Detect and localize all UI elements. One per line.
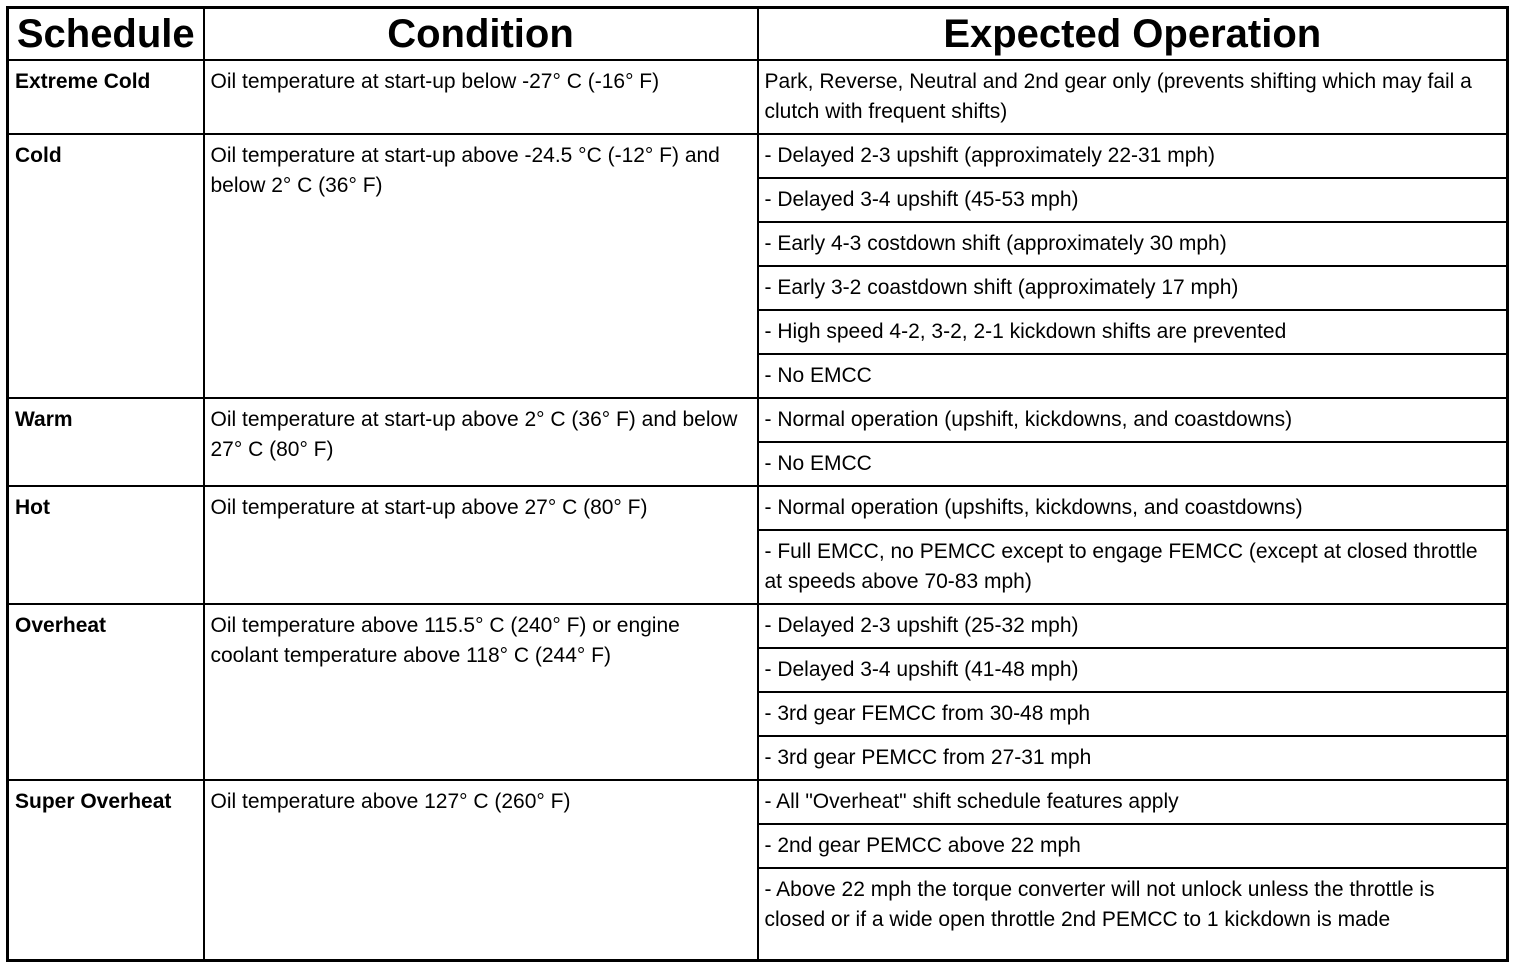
table-row — [8, 134, 1508, 178]
operation-cell: - Delayed 3-4 upshift (41-48 mph) — [758, 648, 1508, 692]
operation-cell: - Full EMCC, no PEMCC except to engage FEMCC (except at closed throttle at speeds above 70-83 mph) — [758, 530, 1508, 604]
table-row — [8, 486, 1508, 530]
condition-cell: Oil temperature at start-up above 27° C (80° F) — [204, 486, 758, 604]
table-row — [8, 780, 1508, 824]
schedule-cell: Super Overheat — [8, 780, 204, 961]
table-row — [8, 60, 1508, 134]
schedule-cell: Warm — [8, 398, 204, 486]
condition-cell: Oil temperature above 115.5° C (240° F) or engine coolant temperature above 118° C (244° F) — [204, 604, 758, 780]
schedule-cell: Cold — [8, 134, 204, 398]
operation-column-header: Expected Operation — [758, 8, 1508, 61]
operation-cell: - Normal operation (upshifts, kickdowns, and coastdowns) — [758, 486, 1508, 530]
operation-cell: - Normal operation (upshift, kickdowns, and coastdowns) — [758, 398, 1508, 442]
table-row — [8, 604, 1508, 648]
operation-cell: - Early 3-2 coastdown shift (approximately 17 mph) — [758, 266, 1508, 310]
operation-cell: - All "Overheat" shift schedule features apply — [758, 780, 1508, 824]
operation-cell: - Early 4-3 costdown shift (approximately 30 mph) — [758, 222, 1508, 266]
operation-cell: - 2nd gear PEMCC above 22 mph — [758, 824, 1508, 868]
operation-cell: - High speed 4-2, 3-2, 2-1 kickdown shifts are prevented — [758, 310, 1508, 354]
operation-cell: - No EMCC — [758, 442, 1508, 486]
operation-cell: - Delayed 2-3 upshift (approximately 22-31 mph) — [758, 134, 1508, 178]
table-row — [8, 398, 1508, 442]
condition-cell: Oil temperature above 127° C (260° F) — [204, 780, 758, 961]
condition-cell: Oil temperature at start-up below -27° C (-16° F) — [204, 60, 758, 134]
header-row — [8, 8, 1508, 61]
operation-cell: - Delayed 3-4 upshift (45-53 mph) — [758, 178, 1508, 222]
operation-cell: - 3rd gear FEMCC from 30-48 mph — [758, 692, 1508, 736]
schedule-column-header: Schedule — [8, 8, 204, 61]
schedule-cell: Overheat — [8, 604, 204, 780]
schedule-cell: Extreme Cold — [8, 60, 204, 134]
operation-cell: - Delayed 2-3 upshift (25-32 mph) — [758, 604, 1508, 648]
shift-schedule-table — [6, 6, 1509, 962]
condition-cell: Oil temperature at start-up above -24.5 °C (-12° F) and below 2° C (36° F) — [204, 134, 758, 398]
operation-cell: - 3rd gear PEMCC from 27-31 mph — [758, 736, 1508, 780]
schedule-cell: Hot — [8, 486, 204, 604]
condition-column-header: Condition — [204, 8, 758, 61]
operation-cell: - No EMCC — [758, 354, 1508, 398]
operation-cell: - Above 22 mph the torque converter will not unlock unless the throttle is closed or if a wide open throttle 2nd PEMCC to 1 kickdown is made — [758, 868, 1508, 961]
condition-cell: Oil temperature at start-up above 2° C (36° F) and below 27° C (80° F) — [204, 398, 758, 486]
operation-cell: Park, Reverse, Neutral and 2nd gear only (prevents shifting which may fail a clutch with frequent shifts) — [758, 60, 1508, 134]
